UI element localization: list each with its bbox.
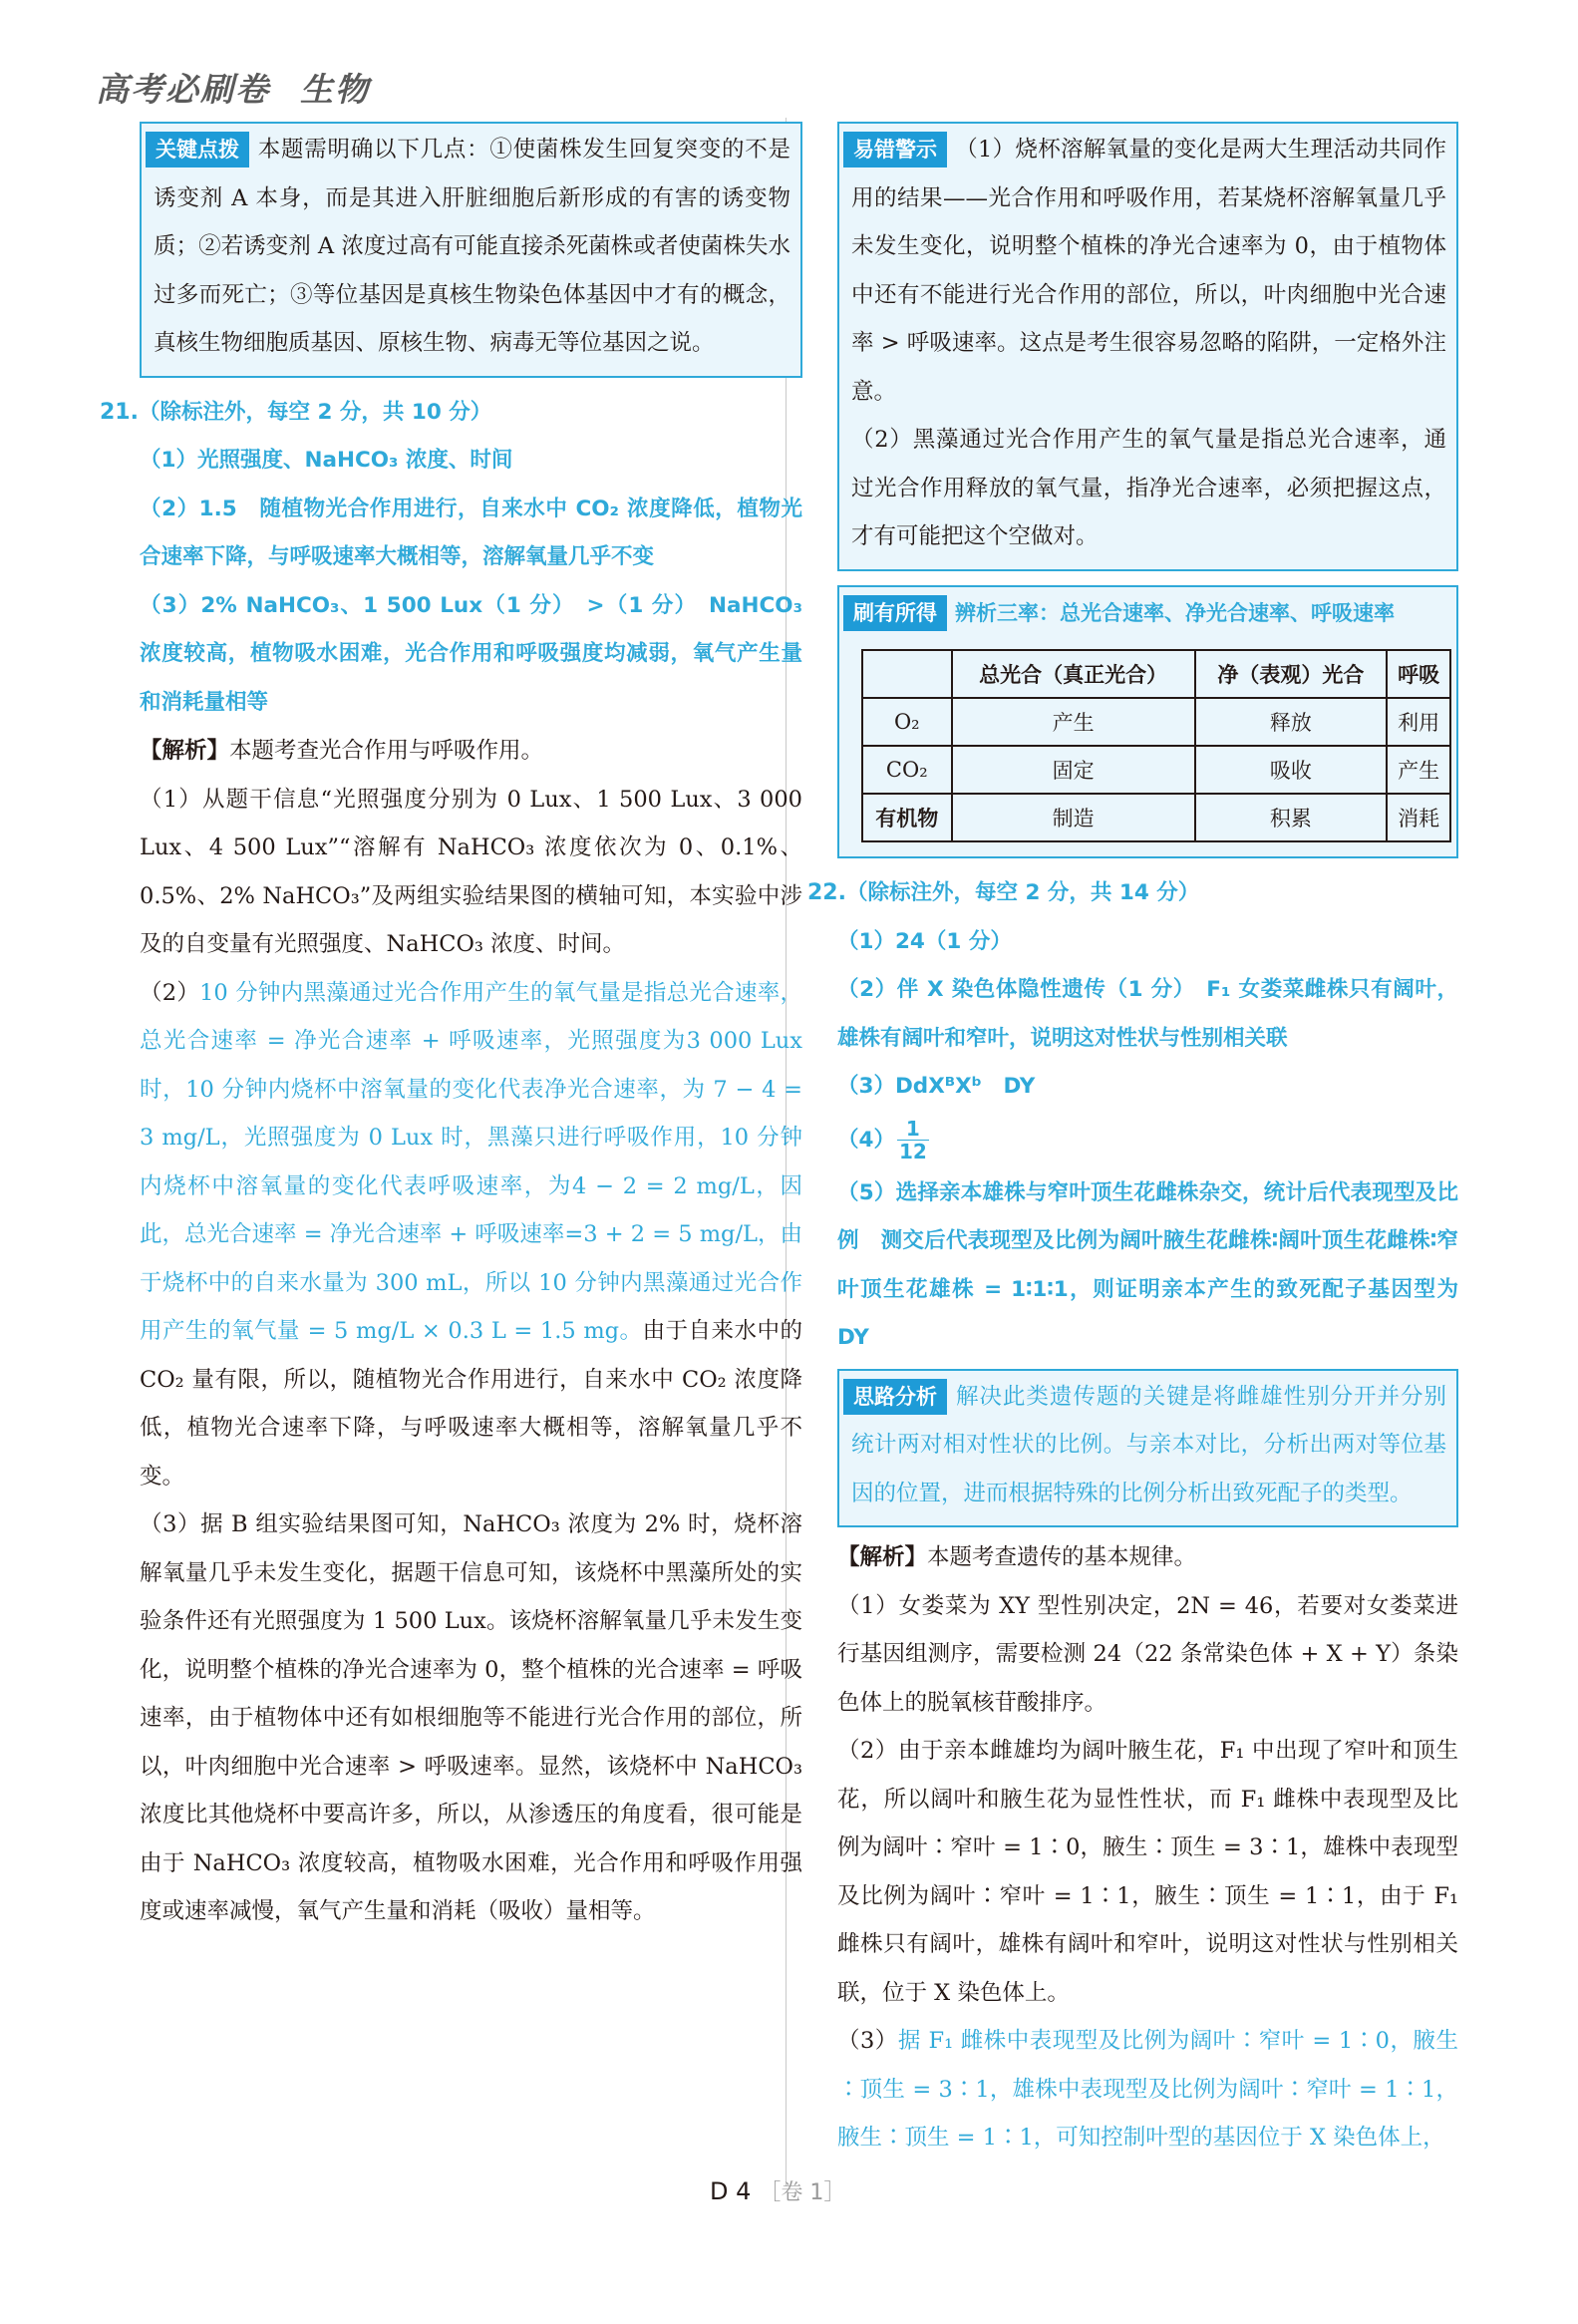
q21-number: 21. [100,399,139,425]
q22-analysis-2: （2）由于亲本雌雄均为阔叶腋生花，F₁ 中出现了窄叶和顶生花，所以阔叶和腋生花为显性性状，而 F₁ 雌株中表现型及比例为阔叶∶窄叶 = 1∶0，腋生∶顶生 = 3∶1，雄株中表现型及比例为阔叶∶窄叶 = 1∶1，腋生∶顶生 = 1∶1，由于 F₁ 雌株只有阔叶，雄株有阔叶和窄叶，说明这对性状与性别相关联，位于 X 染色体上。 [837,1738,1458,2006]
q21-analysis-1: （1）从题干信息“光照强度分别为 0 Lux、1 500 Lux、3 000 Lux、4 500 Lux”“溶解有 NaHCO₃ 浓度依次为 0、0.1%、0.5%、2% NaHCO₃”及两组实验结果图的横轴可知，本实验中涉及的自变量有光照强度、NaHCO₃ 浓度、时间。 [140,786,802,957]
q22-analysis-intro: 本题考查遗传的基本规律。 [927,1544,1197,1570]
table-header-cell: 总光合（真正光合） [952,650,1195,698]
page-footer [710,2175,845,2206]
key-point-box [140,122,802,378]
table-row [862,698,1450,746]
page-header [96,64,370,111]
table-row-header: 有机物 [862,794,952,841]
q21-analysis-3: （3）据 B 组实验结果图可知，NaHCO₃ 浓度为 2% 时，烧杯溶解氧量几乎未发生变化，据题干信息可知，该烧杯中黑藻所处的实验条件还有光照强度为 1 500 Lux。该烧杯溶解氧量几乎未发生变化，说明整个植株的净光合速率为 0，整个植株的光合速率 = 呼吸速率，由于植物体中还有如根细胞等不能进行光合作用的部位，所以，叶肉细胞中光合速率 > 呼吸速率。显然，该烧杯中 NaHCO₃ 浓度比其他烧杯中要高许多，所以，从渗透压的角度看，很可能是由于 NaHCO₃ 浓度较高，植物吸水困难，光合作用和呼吸作用强度或速率减慢，氧气产生量和消耗（吸收）量相等。 [140,1511,802,1924]
table-cell: 利用 [1387,698,1450,746]
q21-answer-2: （2）1.5 随植物光合作用进行，自来水中 CO₂ 浓度降低，植物光合速率下降，与呼吸速率大概相等，溶解氧量几乎不变 [140,496,802,569]
table-cell: 吸收 [1195,746,1388,794]
gain-tag: 刷有所得 [843,595,947,631]
table-cell: 产生 [1387,746,1450,794]
table-row-header: CO₂ [862,746,952,794]
q22-answer-5: （5）选择亲本雄株与窄叶顶生花雌株杂交，统计后代表现型及比例 测交后代表现型及比例为阔叶腋生花雌株∶阔叶顶生花雌株∶窄叶顶生花雄株 = 1∶1∶1，则证明亲本产生的致死配子基因型为 DY [837,1179,1458,1350]
table-header-row [862,650,1450,698]
q22-answer-1: （1）24（1 分） [837,928,1012,954]
table-row-header: O₂ [862,698,952,746]
q21-analysis-2-highlight: 10 分钟内黑藻通过光合作用产生的氧气量是指总光合速率，总光合速率 = 净光合速率 + 呼吸速率，光照强度为3 000 Lux时，10 分钟内烧杯中溶氧量的变化代表净光合速率，为 7 − 4 = 3 mg/L，光照强度为 0 Lux 时，黑藻只进行呼吸作用，10 分钟内烧杯中溶氧量的变化代表呼吸速率，为4 − 2 = 2 mg/L，因此，总光合速率 = 净光合速率 + 呼吸速率=3 + 2 = 5 mg/L，由于烧杯中的自来水量为 300 mL，所以 10 分钟内黑藻通过光合作用产生的氧气量 = 5 mg/L × 0.3 L = 1.5 mg。 [140,979,802,1344]
key-point-tag: 关键点拨 [146,132,249,167]
table-header-cell: 呼吸 [1387,650,1450,698]
subject-title: 生物 [300,70,370,109]
q22-analysis-label: 【解析】 [837,1544,928,1570]
q21-answer [100,388,802,1936]
table-cell: 产生 [952,698,1195,746]
error-warning-box [837,122,1458,571]
key-point-text: 本题需明确以下几点：①使菌株发生回复突变的不是诱变剂 A 本身，而是其进入肝脏细胞后新形成的有害的诱变物质；②若诱变剂 A 浓度过高有可能直接杀死菌株或者使菌株失水过多而死亡；③等位基因是真核生物染色体基因中才有的概念，真核生物细胞质基因、原核生物、病毒无等位基因之说。 [154,137,790,356]
q22-answer-2: （2）伴 X 染色体隐性遗传（1 分） F₁ 女娄菜雌株只有阔叶，雄株有阔叶和窄叶，说明这对性状与性别相关联 [837,977,1458,1051]
q22-answer-4-fraction [897,1118,929,1162]
q22-analysis-3-highlight: 据 F₁ 雌株中表现型及比例为阔叶∶窄叶 = 1∶0，腋生∶顶生 = 3∶1，雄株中表现型及比例为阔叶∶窄叶 = 1∶1，腋生∶顶生 = 1∶1，可知控制叶型的基因位于 X 染色体上， [837,2028,1458,2151]
q21-answer-1: （1）光照强度、NaHCO₃ 浓度、时间 [140,448,513,473]
error-warning-tag: 易错警示 [843,132,947,167]
q21-analysis-2-rest: 由于自来水中的 CO₂ 量有限，所以，随植物光合作用进行，自来水中 CO₂ 浓度降低，植物光合速率下降，与呼吸速率大概相等，溶解氧量几乎不变。 [140,1318,802,1490]
q22-note: （除标注外，每空 2 分，共 14 分） [845,880,1200,905]
gain-box [837,585,1458,859]
fraction-numerator: 1 [897,1118,929,1141]
q21-answer-3: （3）2% NaHCO₃、1 500 Lux（1 分） >（1 分） NaHCO₃ 浓度较高，植物吸水困难，光合作用和呼吸强度均减弱，氧气产生量和消耗量相等 [140,592,802,715]
book-title: 高考必刷卷 [96,70,270,109]
left-column [100,122,802,1936]
q22-answer-3: （3）DdXᴮXᵇ DY [837,1074,1036,1099]
table-cell: 积累 [1195,794,1388,841]
table-header-cell [862,650,952,698]
thinking-analysis-box [837,1369,1458,1528]
table-cell: 消耗 [1387,794,1450,841]
table-cell: 固定 [952,746,1195,794]
error-warning-text-1: （1）烧杯溶解氧量的变化是两大生理活动共同作用的结果——光合作用和呼吸作用，若某烧杯溶解氧量几乎未发生变化，说明整个植株的净光合速率为 0，由于植物体中还有不能进行光合作用的部位，所以，叶肉细胞中光合速率 > 呼吸速率。这点是考生很容易忽略的陷阱，一定格外注意。 [851,137,1446,405]
table-row [862,794,1450,841]
q22-answer [807,868,1458,2162]
table-cell: 制造 [952,794,1195,841]
q21-analysis-label: 【解析】 [140,738,230,764]
thinking-analysis-text: 解决此类遗传题的关键是将雌雄性别分开并分别统计两对相对性状的比例。与亲本对比，分析出两对等位基因的位置，进而根据特殊的比例分析出致死配子的类型。 [851,1383,1446,1506]
table-header-cell: 净（表观）光合 [1195,650,1388,698]
volume-label: ［卷 1］ [759,2180,846,2205]
q21-analysis-intro: 本题考查光合作用与呼吸作用。 [229,738,544,764]
table-cell: 释放 [1195,698,1388,746]
q22-number: 22. [807,880,846,905]
q22-analysis-3-prefix: （3） [837,2028,898,2054]
rate-comparison-table [861,649,1451,842]
error-warning-text-2: （2）黑藻通过光合作用产生的氧气量是指总光合速率，通过光合作用释放的氧气量，指净光合速率，必须把握这点，才有可能把这个空做对。 [851,427,1446,549]
page-number: D 4 [710,2177,752,2205]
thinking-analysis-tag: 思路分析 [843,1379,947,1415]
gain-title: 辨析三率：总光合速率、净光合速率、呼吸速率 [955,600,1395,625]
q22-analysis-1: （1）女娄菜为 XY 型性别决定，2N = 46，若要对女娄菜进行基因组测序，需要检测 24（22 条常染色体 + X + Y）条染色体上的脱氧核苷酸排序。 [837,1592,1458,1716]
q21-note: （除标注外，每空 2 分，共 10 分） [138,399,492,425]
right-column [807,122,1458,2162]
q21-analysis-2-prefix: （2） [140,979,200,1006]
table-row [862,746,1450,794]
q22-answer-4-prefix: （4） [837,1127,895,1153]
fraction-denominator: 12 [898,1140,927,1163]
